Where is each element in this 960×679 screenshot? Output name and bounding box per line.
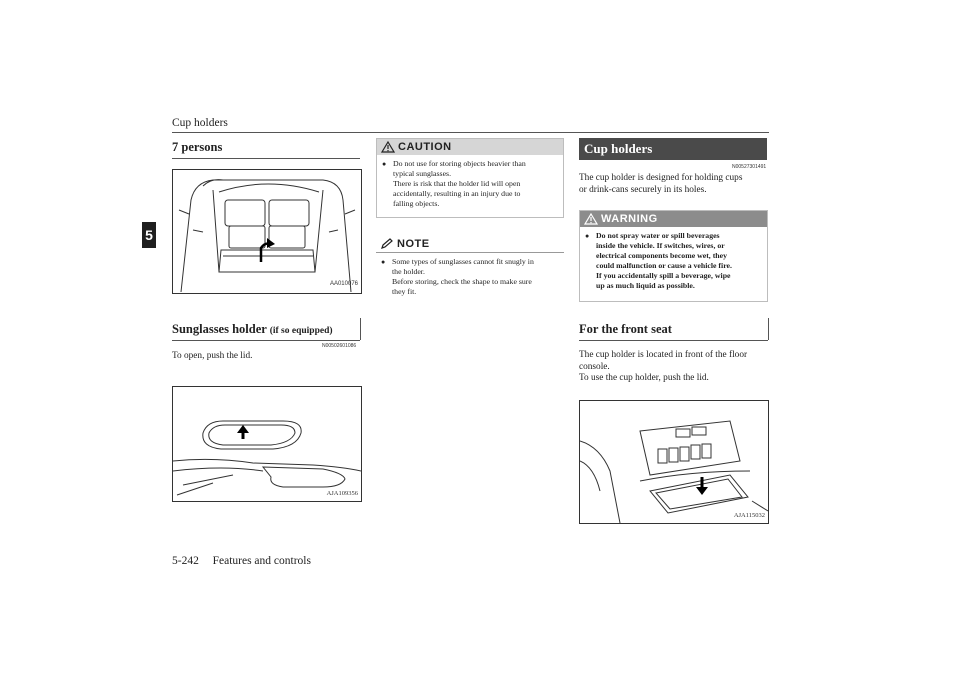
footer-section: Features and controls [212, 555, 311, 567]
chapter-tab: 5 [142, 222, 156, 248]
warning-box [579, 210, 768, 302]
note-pencil-icon [380, 238, 394, 250]
caution-header [377, 139, 563, 155]
heading-sunglasses-suffix: (if so equipped) [269, 326, 333, 336]
caution-line: ● Do not use for storing objects heavier than [393, 159, 526, 168]
note-line: they fit. [392, 287, 417, 296]
front-line: To use the cup holder, push the lid. [579, 373, 709, 383]
heading-rule [172, 158, 360, 159]
warning-item [580, 227, 767, 295]
page-header-title: Cup holders [172, 117, 228, 129]
caution-triangle-icon [381, 141, 395, 153]
heading-vrule [360, 318, 361, 340]
warning-line: If you accidentally spill a beverage, wipe [596, 271, 731, 280]
heading-rule [579, 340, 768, 341]
warning-line: ● Do not spray water or spill beverages [596, 231, 720, 240]
warning-line: could malfunction or cause a vehicle fire. [596, 261, 732, 270]
heading-7-persons: 7 persons [172, 140, 223, 154]
reference-code: N00502601086 [322, 343, 357, 349]
intro-line: The cup holder is designed for holding cups [579, 173, 743, 183]
figure-code: AA010076 [329, 281, 358, 287]
caution-box [376, 138, 564, 218]
note-box [376, 236, 564, 302]
note-line: Before storing, check the shape to make sure [392, 277, 532, 286]
warning-line: up as much liquid as possible. [596, 281, 695, 290]
figure-front-cup-holder [579, 400, 769, 524]
intro-line: or drink-cans securely in its holes. [579, 184, 707, 195]
sunglasses-holder-illustration [173, 387, 361, 501]
figure-luggage-area [172, 169, 362, 294]
heading-front-seat: For the front seat [579, 322, 672, 336]
warning-title: WARNING [601, 213, 658, 225]
caution-line: falling objects. [393, 199, 440, 208]
caution-title: CAUTION [398, 141, 452, 153]
heading-cup-holders: Cup holders [579, 138, 767, 160]
front-line: The cup holder is located in front of the floor [579, 350, 748, 360]
note-line: ● Some types of sunglasses cannot fit snugly in [392, 257, 534, 266]
front-line: console. [579, 361, 610, 372]
figure-code: AJA115032 [733, 512, 765, 519]
sunglasses-body-text: To open, push the lid. [172, 351, 253, 361]
note-title: NOTE [397, 238, 430, 250]
caution-line: There is risk that the holder lid will open [393, 179, 521, 188]
header-rule [172, 132, 769, 133]
page-footer [172, 555, 311, 567]
reference-code: N00527301491 [732, 164, 767, 170]
warning-header [580, 211, 767, 227]
cup-holder-intro [579, 173, 769, 196]
page-number: 5-242 [172, 555, 199, 567]
front-seat-text [579, 350, 771, 385]
front-cup-holder-illustration [580, 401, 768, 523]
caution-line: accidentally, resulting in an injury due to [393, 189, 521, 198]
heading-rule [172, 340, 360, 341]
heading-sunglasses-holder [172, 322, 333, 337]
caution-line: typical sunglasses. [393, 169, 452, 178]
warning-triangle-icon [584, 213, 598, 225]
note-line: the holder. [392, 267, 425, 276]
figure-code: AJA109356 [326, 490, 358, 497]
caution-item [377, 155, 563, 213]
luggage-illustration [173, 170, 361, 293]
note-item [376, 253, 564, 301]
warning-line: inside the vehicle. If switches, wires, or [596, 241, 725, 250]
note-header [376, 236, 564, 253]
warning-line: electrical components become wet, they [596, 251, 727, 260]
figure-sunglasses-holder [172, 386, 362, 502]
heading-vrule [768, 318, 769, 340]
heading-sunglasses-text: Sunglasses holder [172, 322, 267, 336]
